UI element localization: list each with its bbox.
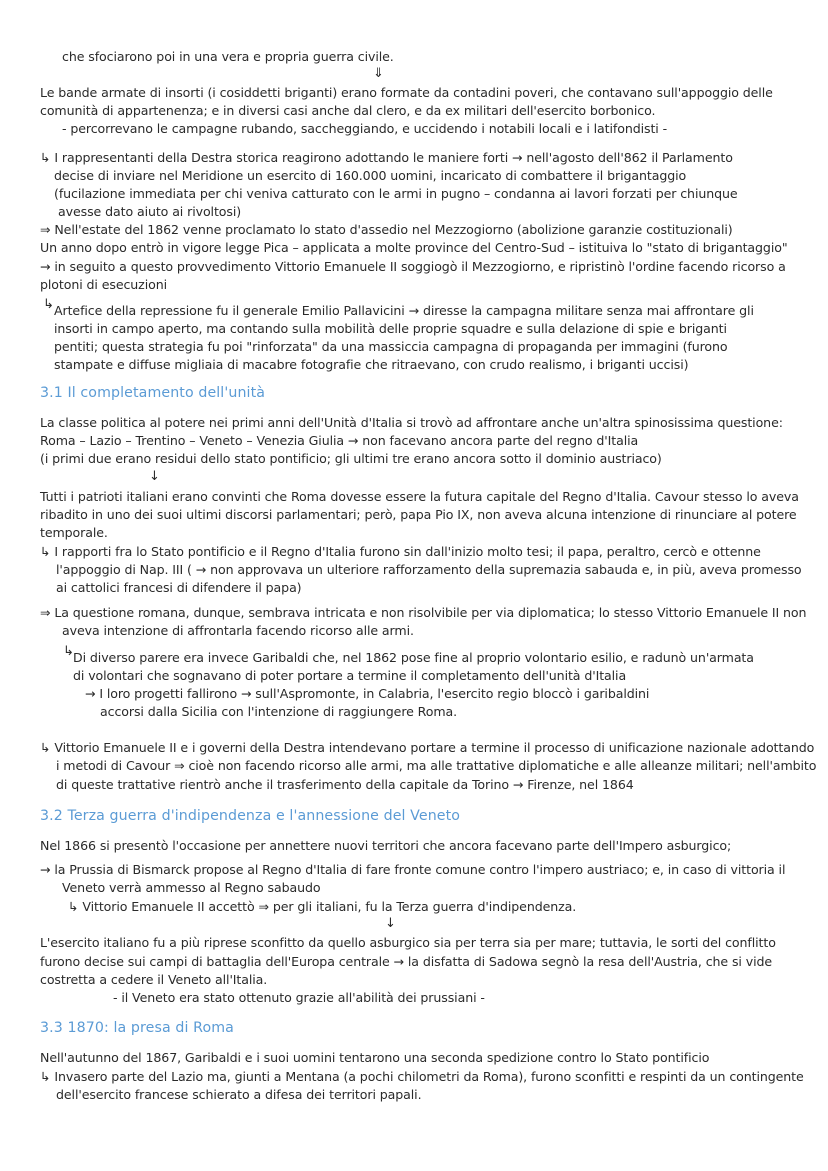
section-heading: 3.1 Il completamento dell'unità: [40, 385, 266, 401]
text-line: ↳ Invasero parte del Lazio ma, giunti a Mentana (a pochi chilometri da Roma), furono sconfitti e respinti da un contingente: [40, 1069, 804, 1084]
text-line: avesse dato aiuto ai rivoltosi): [58, 204, 242, 219]
text-line: → in seguito a questo provvedimento Vittorio Emanuele II soggiogò il Mezzogiorno, e ripristinò l'ordine facendo ricorso a: [40, 259, 786, 274]
text-line: L'esercito italiano fu a più riprese sconfitto da quello asburgico sia per terra sia per mare; tuttavia, le sorti del conflitto: [40, 935, 776, 950]
text-line: ↳ I rappresentanti della Destra storica reagirono adottando le maniere forti → nell'agosto dell'862 il Parlamento: [40, 150, 733, 165]
text-line: (i primi due erano residui dello stato pontificio; gli ultimi tre erano ancora sotto il dominio austriaco): [40, 451, 662, 466]
text-line: che sfociarono poi in una vera e propria guerra civile.: [62, 49, 394, 64]
text-line: ⇒ La questione romana, dunque, sembrava intricata e non risolvibile per via diplomatica; lo stesso Vittorio Emanuele II non: [40, 605, 807, 620]
text-line: Artefice della repressione fu il generale Emilio Pallavicini → diresse la campagna militare senza mai affrontare gli: [54, 303, 754, 318]
text-line: → I loro progetti fallirono → sull'Aspromonte, in Calabria, l'esercito regio bloccò i garibaldini: [85, 686, 650, 701]
section-heading: 3.2 Terza guerra d'indipendenza e l'annessione del Veneto: [40, 808, 461, 824]
text-line: di volontari che sognavano di poter portare a termine il completamento dell'unità d'Italia: [73, 668, 627, 683]
text-line: Le bande armate di insorti (i cosiddetti briganti) erano formate da contadini poveri, che contavano sull'appoggio delle: [40, 85, 773, 100]
text-line: → la Prussia di Bismarck propose al Regno d'Italia di fare fronte comune contro l'impero austriaco; e, in caso di vittoria il: [40, 862, 786, 877]
text-line: dell'esercito francese schierato a difesa dei territori papali.: [56, 1087, 422, 1102]
hook-arrow: ↳: [43, 297, 54, 312]
text-line: ⇒ Nell'estate del 1862 venne proclamato lo stato d'assedio nel Mezzogiorno (abolizione garanzie costituzionali): [40, 222, 733, 237]
text-line: Tutti i patrioti italiani erano convinti che Roma dovesse essere la futura capitale del Regno d'Italia. Cavour stesso lo aveva: [40, 489, 799, 504]
text-line: aveva intenzione di affrontarla facendo ricorso alle armi.: [62, 623, 414, 638]
text-line: Veneto verrà ammesso al Regno sabaudo: [62, 880, 321, 895]
text-line: Di diverso parere era invece Garibaldi che, nel 1862 pose fine al proprio volontario esilio, e radunò un'armata: [73, 650, 754, 665]
text-line: comunità di appartenenza; e in diversi casi anche dal clero, e da ex militari dell'esercito borbonico.: [40, 103, 656, 118]
text-line: Un anno dopo entrò in vigore legge Pica – applicata a molte province del Centro-Sud – istituiva lo "stato di brigantaggio": [40, 240, 788, 255]
text-line: - percorrevano le campagne rubando, saccheggiando, e uccidendo i notabili locali e i latifondisti -: [62, 121, 668, 136]
text-line: costretta a cedere il Veneto all'Italia.: [40, 972, 268, 987]
text-line: Nel 1866 si presentò l'occasione per annettere nuovi territori che ancora facevano parte dell'Impero asburgico;: [40, 838, 732, 853]
down-double-arrow: ⇓: [373, 66, 384, 81]
text-line: La classe politica al potere nei primi anni dell'Unità d'Italia si trovò ad affrontare anche un'altra spinosissima questione:: [40, 415, 783, 430]
text-line: ai cattolici francesi di difendere il papa): [56, 580, 302, 595]
text-line: ↳ Vittorio Emanuele II e i governi della Destra intendevano portare a termine il processo di unificazione nazionale adottando: [40, 740, 815, 755]
text-line: stampate e diffuse migliaia di macabre fotografie che ritraevano, con crudo realismo, i briganti uccisi): [54, 357, 689, 372]
text-line: (fucilazione immediata per chi veniva catturato con le armi in pugno – condanna ai lavori forzati per chiunque: [54, 186, 738, 201]
section-heading: 3.3 1870: la presa di Roma: [40, 1020, 234, 1036]
hook-arrow: ↳: [63, 644, 74, 659]
text-line: i metodi di Cavour ⇒ cioè non facendo ricorso alle armi, ma alle trattative diplomatiche e alle alleanze militari; nell'ambito: [56, 758, 817, 773]
text-line: furono decise sui campi di battaglia dell'Europa centrale → la disfatta di Sadowa segnò la resa dell'Austria, che si vide: [40, 954, 773, 969]
text-line: decise di inviare nel Meridione un esercito di 160.000 uomini, incaricato di combattere il brigantaggio: [54, 168, 687, 183]
text-line: ribadito in uno dei suoi ultimi discorsi parlamentari; però, papa Pio IX, non aveva alcuna intenzione di rinunciare al potere: [40, 507, 797, 522]
text-line: ↳ Vittorio Emanuele II accettò ⇒ per gli italiani, fu la Terza guerra d'indipendenza.: [68, 899, 577, 914]
text-line: ↳ I rapporti fra lo Stato pontificio e il Regno d'Italia furono sin dall'inizio molto tesi; il papa, peraltro, cercò e ottenne: [40, 544, 761, 559]
down-arrow: ↓: [149, 469, 160, 484]
text-line: temporale.: [40, 525, 108, 540]
text-line: - il Veneto era stato ottenuto grazie all'abilità dei prussiani -: [113, 990, 485, 1005]
text-line: l'appoggio di Nap. III ( → non approvava un ulteriore rafforzamento della supremazia sabauda e, in più, aveva promesso: [56, 562, 802, 577]
text-line: accorsi dalla Sicilia con l'intenzione di raggiungere Roma.: [100, 704, 458, 719]
text-line: plotoni di esecuzioni: [40, 277, 167, 292]
text-line: Roma – Lazio – Trentino – Veneto – Venezia Giulia → non facevano ancora parte del regno d'Italia: [40, 433, 639, 448]
text-line: insorti in campo aperto, ma contando sulla mobilità delle proprie squadre e sulla delazione di spie e briganti: [54, 321, 727, 336]
text-line: pentiti; questa strategia fu poi "rinforzata" da una massiccia campagna di propaganda per immagini (furono: [54, 339, 728, 354]
text-line: Nell'autunno del 1867, Garibaldi e i suoi uomini tentarono una seconda spedizione contro lo Stato pontificio: [40, 1050, 710, 1065]
text-line: di queste trattative rientrò anche il trasferimento della capitale da Torino → Firenze, nel 1864: [56, 777, 634, 792]
down-arrow: ↓: [385, 916, 396, 931]
